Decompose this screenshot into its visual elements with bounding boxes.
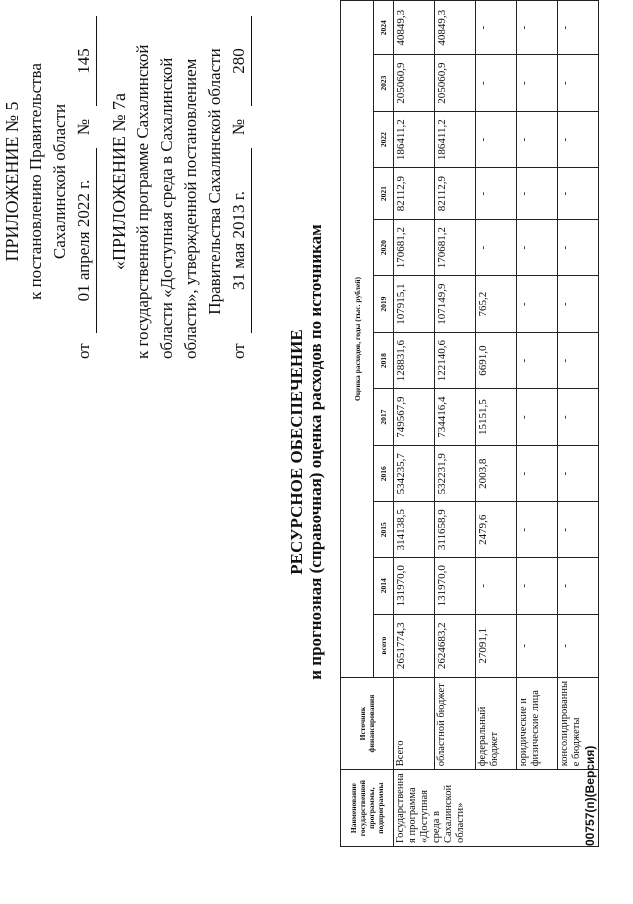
value-cell: 734416,4 — [435, 389, 476, 446]
value-cell: 765,2 — [476, 276, 517, 333]
table-row — [435, 1, 476, 847]
decree-number: 145 — [72, 16, 97, 106]
value-cell: - — [517, 332, 558, 389]
program-date: 31 мая 2013 г. — [227, 148, 252, 333]
table-row — [517, 1, 558, 847]
heading-line-1: РЕСУРСНОЕ ОБЕСПЕЧЕНИЕ — [287, 329, 306, 575]
program-line-1: к государственной программе Сахалинской — [133, 44, 152, 359]
decree-line-1: к постановлению Правительства — [26, 63, 45, 300]
year-header: 2020 — [374, 219, 394, 276]
document-heading — [287, 0, 325, 904]
program-appendix-title: «ПРИЛОЖЕНИЕ № 7а — [109, 92, 129, 271]
value-cell: - — [517, 219, 558, 276]
version-footer: 00757(п)(Версия) — [583, 745, 597, 846]
no-prefix: № — [74, 118, 93, 136]
value-cell: 186411,2 — [394, 111, 435, 167]
col-program-header: Наименование государственной программы, подпрограммы — [341, 770, 394, 847]
value-cell: - — [558, 55, 599, 112]
value-cell: 314138,5 — [394, 502, 435, 558]
value-cell: 186411,2 — [435, 111, 476, 167]
value-cell: - — [558, 502, 599, 558]
value-cell: - — [517, 502, 558, 558]
value-cell: 311658,9 — [435, 502, 476, 558]
value-cell: 2479,6 — [476, 502, 517, 558]
value-cell: - — [517, 276, 558, 333]
col-estimate-header: Оценка расходов, годы (тыс. рублей) — [341, 1, 374, 678]
year-header: 2019 — [374, 276, 394, 333]
value-cell: - — [476, 111, 517, 167]
program-line-2: области «Доступная среда в Сахалинской — [157, 57, 176, 359]
value-cell: - — [558, 614, 599, 677]
value-cell: 128831,6 — [394, 332, 435, 389]
value-cell: 27091,1 — [476, 614, 517, 677]
value-cell: - — [517, 111, 558, 167]
appendix-title: ПРИЛОЖЕНИЕ № 5 — [2, 101, 22, 262]
no-prefix-2: № — [229, 118, 248, 136]
from-prefix-2: от — [229, 343, 248, 359]
value-cell: - — [476, 219, 517, 276]
value-cell: - — [517, 168, 558, 219]
program-header — [107, 4, 252, 359]
value-cell: 131970,0 — [435, 558, 476, 615]
heading-line-2: и прогнозная (справочная) оценка расходов по источникам — [306, 224, 325, 680]
value-cell: 82112,9 — [394, 168, 435, 219]
year-header: 2018 — [374, 332, 394, 389]
program-name-cell: Государственна я программа «Доступная среда в Сахалинской области» — [394, 770, 599, 847]
value-cell: - — [517, 389, 558, 446]
value-cell: 205060,9 — [435, 55, 476, 112]
appendix-header — [0, 4, 252, 359]
value-cell: - — [517, 614, 558, 677]
value-cell: - — [476, 1, 517, 55]
value-cell: 2003,8 — [476, 445, 517, 502]
value-cell: 2624683,2 — [435, 614, 476, 677]
year-header: 2021 — [374, 168, 394, 219]
value-cell: - — [517, 1, 558, 55]
value-cell: - — [558, 445, 599, 502]
value-cell: - — [558, 219, 599, 276]
table-row — [394, 1, 435, 847]
value-cell: - — [558, 111, 599, 167]
value-cell: - — [476, 55, 517, 112]
year-header: всего — [374, 614, 394, 677]
source-cell: федеральный бюджет — [476, 677, 517, 769]
source-cell: юридические и физические лица — [517, 677, 558, 769]
year-header: 2022 — [374, 111, 394, 167]
value-cell: - — [517, 55, 558, 112]
year-header: 2014 — [374, 558, 394, 615]
year-header: 2024 — [374, 1, 394, 55]
value-cell: 122140,6 — [435, 332, 476, 389]
from-prefix: от — [74, 343, 93, 359]
resource-table — [340, 0, 599, 847]
value-cell: - — [558, 168, 599, 219]
value-cell: 131970,0 — [394, 558, 435, 615]
value-cell: 82112,9 — [435, 168, 476, 219]
value-cell: 749567,9 — [394, 389, 435, 446]
value-cell: - — [558, 1, 599, 55]
source-cell: областной бюджет — [435, 677, 476, 769]
value-cell: - — [517, 445, 558, 502]
value-cell: 532231,9 — [435, 445, 476, 502]
table-row — [476, 1, 517, 847]
year-header: 2016 — [374, 445, 394, 502]
value-cell: - — [558, 389, 599, 446]
value-cell: 2651774,3 — [394, 614, 435, 677]
value-cell: 15151,5 — [476, 389, 517, 446]
program-date-row — [227, 4, 252, 359]
value-cell: 107149,9 — [435, 276, 476, 333]
value-cell: - — [476, 168, 517, 219]
value-cell: 205060,9 — [394, 55, 435, 112]
table-header-row — [341, 1, 374, 847]
program-line-4: Правительства Сахалинской области — [205, 48, 224, 315]
value-cell: 170681,2 — [394, 219, 435, 276]
value-cell: - — [558, 276, 599, 333]
program-number: 280 — [227, 16, 252, 106]
year-header: 2023 — [374, 55, 394, 112]
value-cell: - — [517, 558, 558, 615]
value-cell: 40849,3 — [394, 1, 435, 55]
program-line-3: области», утвержденной постановлением — [181, 58, 200, 359]
table-body — [394, 1, 599, 847]
value-cell: - — [558, 558, 599, 615]
source-cell: Всего — [394, 677, 435, 769]
value-cell: 534235,7 — [394, 445, 435, 502]
value-cell: 107915,1 — [394, 276, 435, 333]
decree-date-row — [72, 4, 97, 359]
value-cell: 6691,0 — [476, 332, 517, 389]
value-cell: - — [558, 332, 599, 389]
value-cell: - — [476, 558, 517, 615]
year-header: 2015 — [374, 502, 394, 558]
value-cell: 40849,3 — [435, 1, 476, 55]
source-cell: консолидированны е бюджеты — [558, 677, 599, 769]
decree-line-2: Сахалинской области — [50, 103, 69, 260]
table-row — [558, 1, 599, 847]
value-cell: 170681,2 — [435, 219, 476, 276]
decree-date: 01 апреля 2022 г. — [72, 148, 97, 333]
col-source-header: Источник финансирования — [341, 677, 394, 769]
year-header: 2017 — [374, 389, 394, 446]
